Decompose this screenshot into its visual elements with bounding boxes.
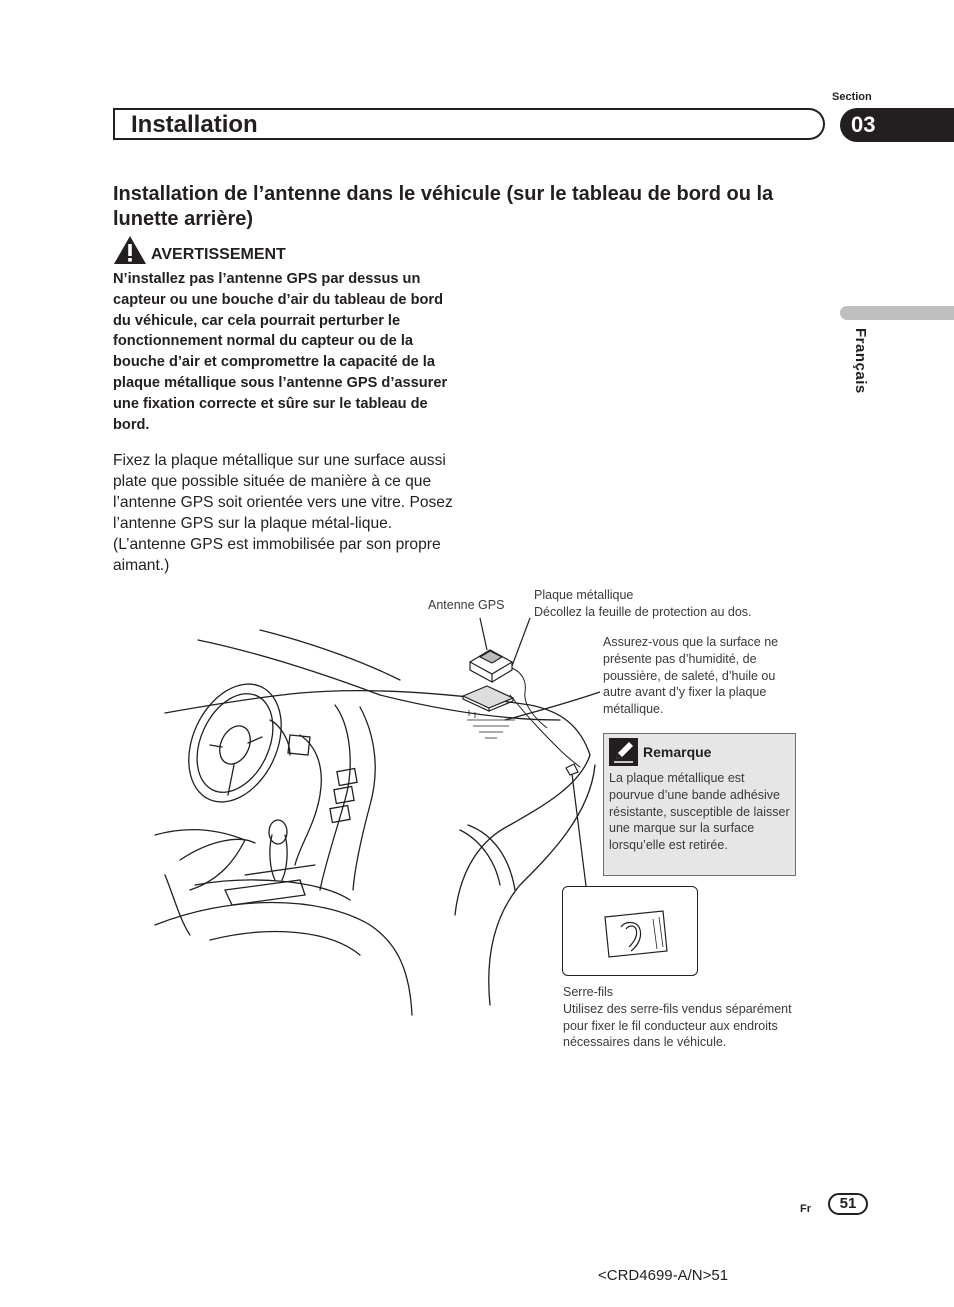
warning-triangle-icon bbox=[113, 235, 147, 265]
plate-instruction: Décollez la feuille de protection au dos. bbox=[534, 604, 752, 619]
language-tab bbox=[840, 306, 954, 320]
wire-tie-label bbox=[563, 984, 798, 1051]
language-code: Fr bbox=[800, 1203, 811, 1215]
wire-tie-detail bbox=[562, 886, 698, 976]
section-number: 03 bbox=[851, 112, 876, 137]
wire-tie-title: Serre-fils bbox=[563, 985, 614, 999]
section-label: Section bbox=[832, 91, 872, 103]
document-code: <CRD4699-A/N>51 bbox=[598, 1267, 729, 1284]
antenna-label: Antenne GPS bbox=[428, 598, 505, 612]
page-title: Installation bbox=[131, 111, 258, 138]
wire-tie-icon bbox=[601, 907, 671, 959]
section-heading: Installation de l’antenne dans le véhicule (sur le tableau de bord ou la lunette arrière) bbox=[113, 183, 774, 230]
page-number: 51 bbox=[839, 1195, 857, 1212]
body-paragraph: Fixez la plaque métallique sur une surface aussi plate que possible située de manière à ce que l’antenne GPS soit orientée vers une vitre. Posez l’antenne GPS sur la plaque métal-lique. (L’antenne GPS est immobilisée par son propre aimant.) bbox=[113, 452, 453, 574]
wire-tie-leader bbox=[560, 760, 590, 890]
plate-title: Plaque métallique bbox=[534, 588, 634, 602]
pencil-note-icon bbox=[609, 738, 638, 766]
note-text: La plaque métallique est pourvue d’une bande adhésive résistante, susceptible de laisser une marque sur la surface lorsqu’elle est retirée. bbox=[609, 771, 790, 853]
wire-tie-text: Utilisez des serre-fils vendus séparément pour fixer le fil conducteur aux endroits nécessaires dans le véhicule. bbox=[563, 1001, 792, 1050]
gps-antenna-illustration bbox=[455, 610, 605, 745]
surface-note: Assurez-vous que la surface ne présente pas d’humidité, de poussière, de saleté, d’huile ou autre avant d’y fixer la plaque métallique. bbox=[603, 635, 779, 717]
language-label: Français bbox=[852, 328, 869, 394]
warning-text: N’installez pas l’antenne GPS par dessus un capteur ou une bouche d’air du tableau de bord du véhicule, car cela pourrait perturber le fonctionnement normal du capteur ou de la bouche d’air et compromettre la capacité de la plaque métallique sous l’antenne GPS d’assurer une fixation correcte et sûre sur le tableau de bord. bbox=[113, 271, 448, 433]
note-title: Remarque bbox=[643, 744, 712, 760]
plate-label bbox=[534, 587, 794, 621]
warning-title: AVERTISSEMENT bbox=[151, 246, 286, 263]
